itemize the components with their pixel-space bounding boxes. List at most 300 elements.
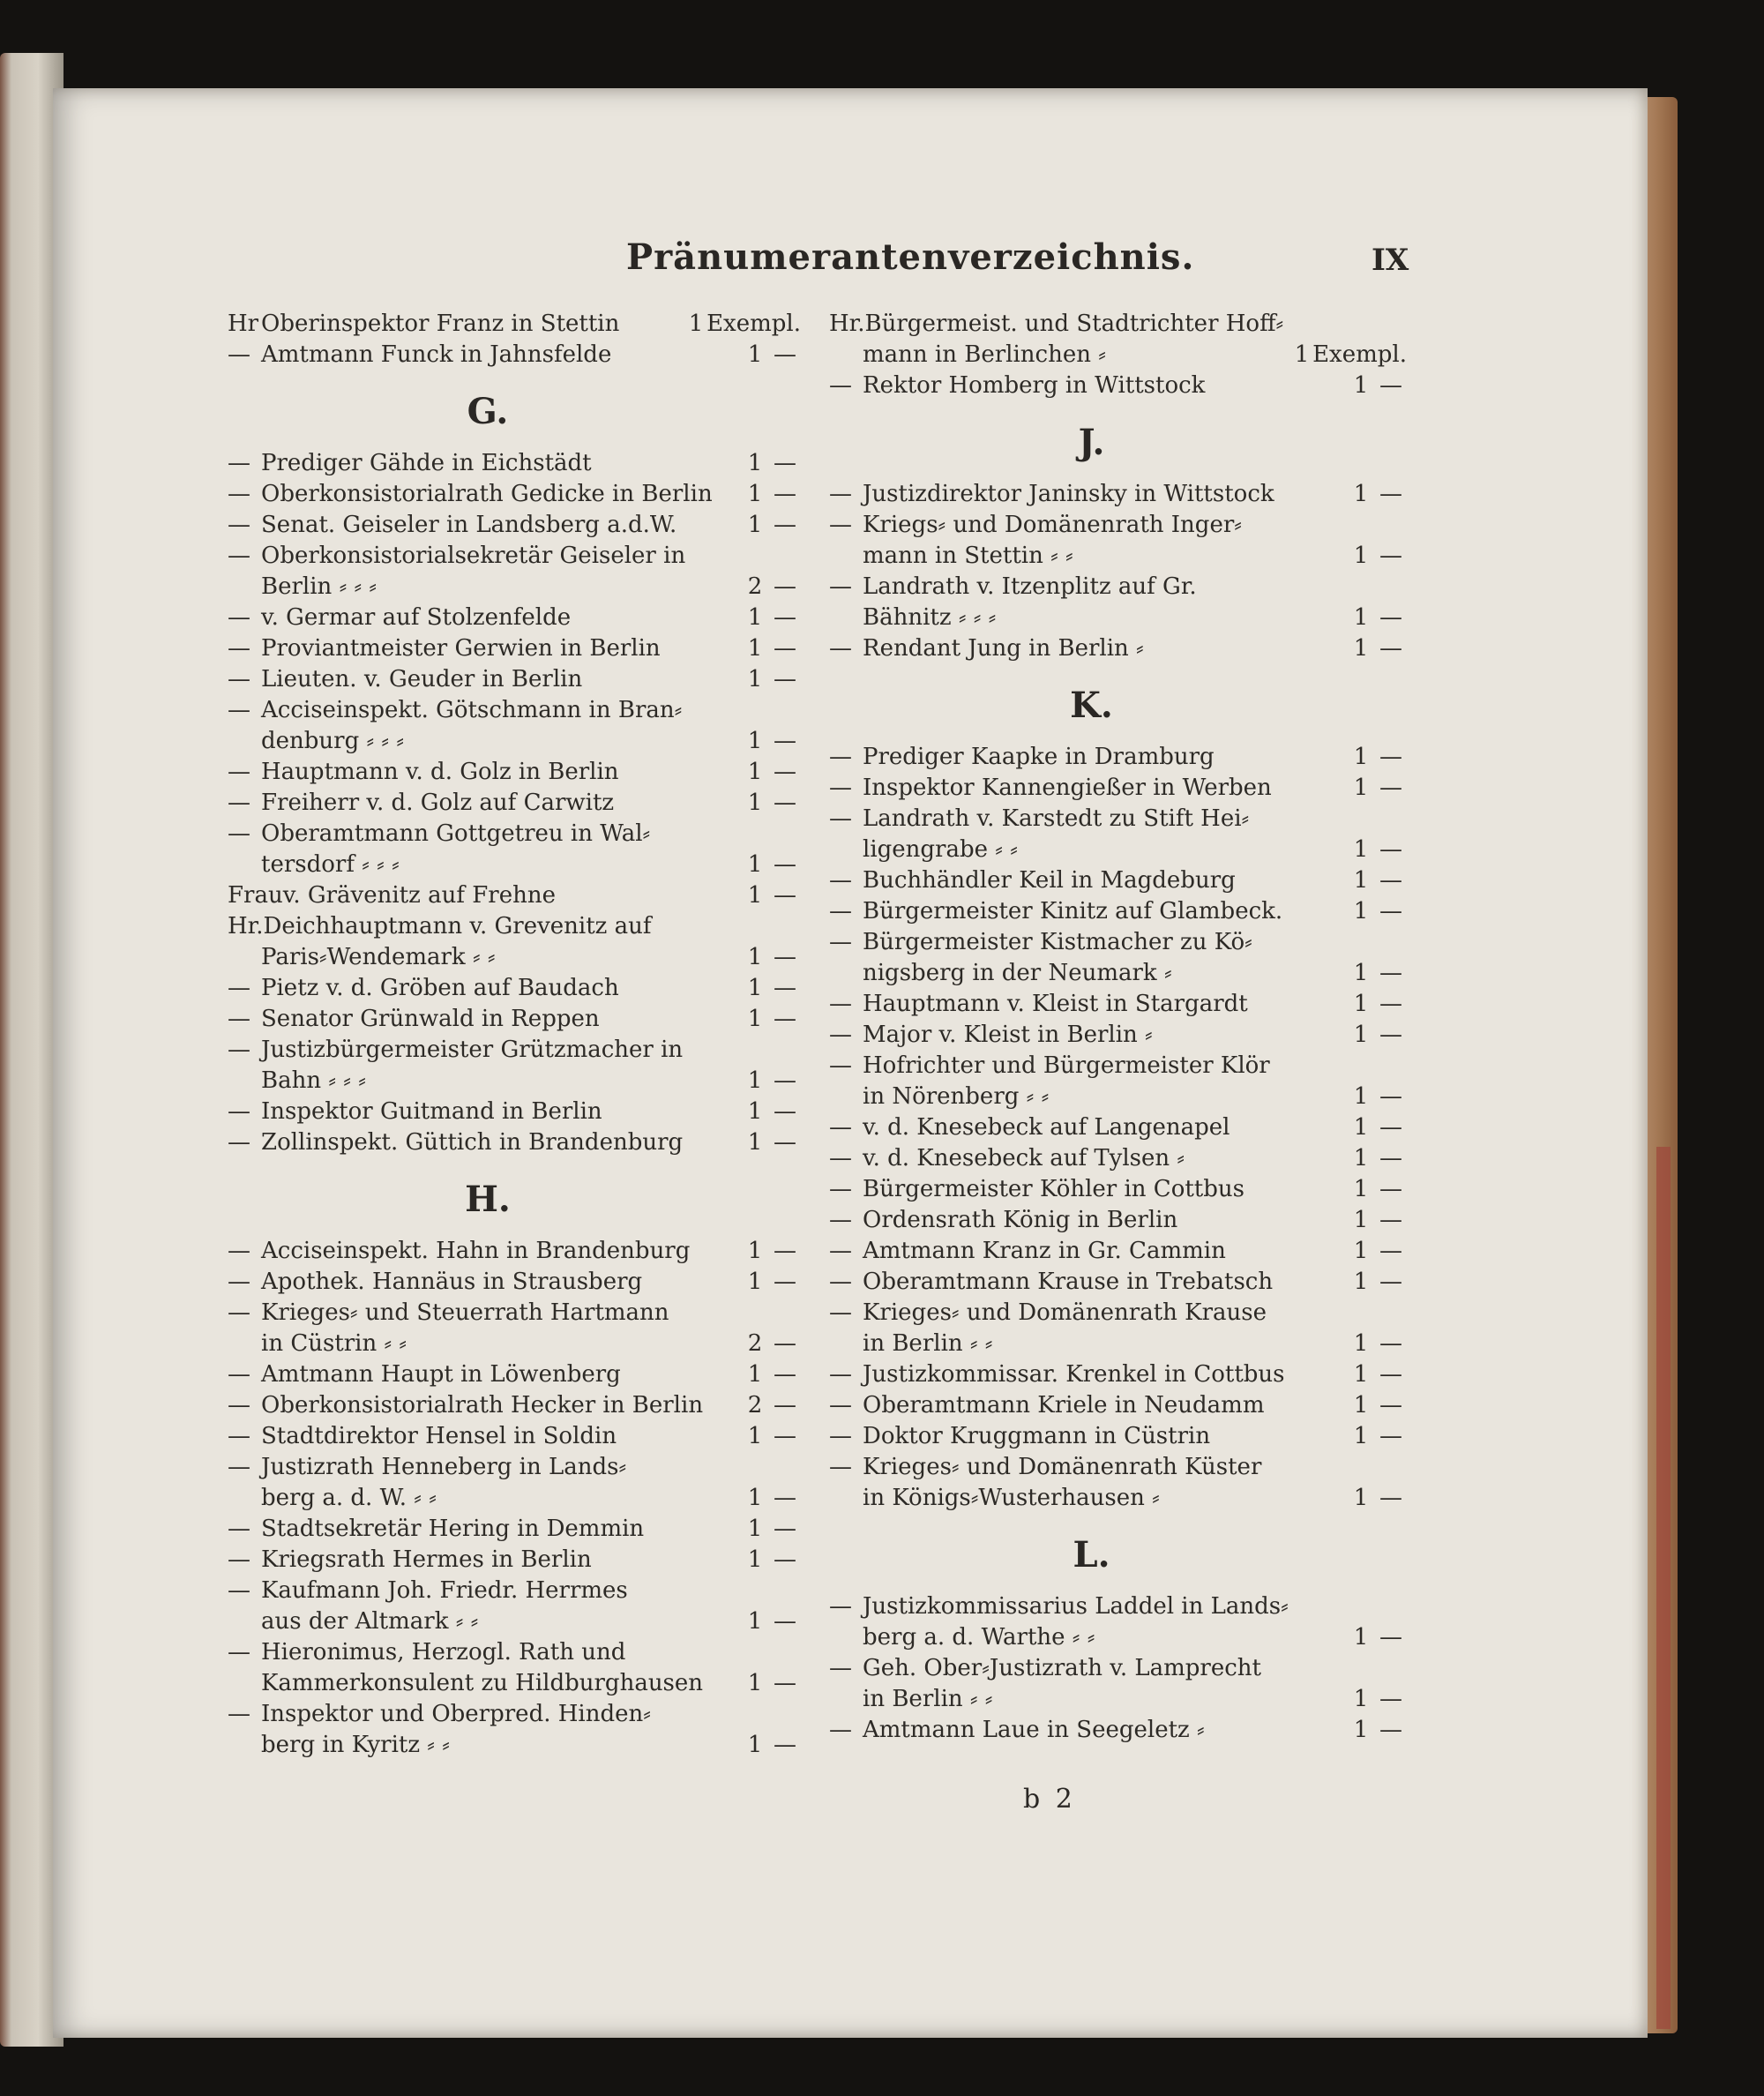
subscriber-entry	[228, 664, 801, 695]
copy-mark: —	[1379, 836, 1402, 863]
subscriber-entry	[829, 603, 1407, 633]
entry-prefix: Hr	[228, 311, 259, 337]
copy-count: 1	[747, 1608, 763, 1635]
section-letter: G.	[467, 391, 509, 432]
subscriber-entry	[228, 448, 801, 479]
entry-text: Amtmann Funck in Jahnsfelde	[261, 341, 612, 368]
entry-text: in Cüstrin ⸗ ⸗	[261, 1330, 407, 1357]
entry-prefix: —	[829, 867, 852, 894]
subscriber-entry	[228, 1298, 801, 1329]
entry-prefix: —	[228, 341, 250, 368]
entry-text: Paris⸗Wendemark ⸗ ⸗	[261, 944, 496, 970]
subscriber-entry	[829, 1622, 1407, 1653]
copy-count: 1	[747, 1361, 763, 1388]
subscriber-entry	[228, 1483, 801, 1514]
subscriber-entry	[829, 340, 1407, 371]
entry-text: Inspektor Guitmand in Berlin	[261, 1098, 602, 1125]
copy-count: 1	[747, 851, 763, 878]
copy-mark: —	[774, 1516, 796, 1542]
copy-mark: —	[1379, 1022, 1402, 1048]
entry-prefix: —	[829, 635, 852, 662]
entry-prefix: —	[228, 790, 250, 816]
entry-text: berg in Kyritz ⸗ ⸗	[261, 1732, 450, 1758]
subscriber-entry	[228, 1097, 801, 1127]
subscriber-entry	[829, 541, 1407, 572]
copy-mark: —	[1379, 1361, 1402, 1388]
entry-prefix: Hr.	[829, 311, 865, 337]
copy-count: 1	[747, 1006, 763, 1032]
entry-text: Senat. Geiseler in Landsberg a.d.W.	[261, 512, 677, 538]
copy-mark: —	[774, 604, 796, 631]
copy-count: 1	[747, 759, 763, 785]
entry-text: Hieronimus, Herzogl. Rath und	[261, 1639, 626, 1666]
left-column	[228, 309, 801, 1761]
copy-mark: —	[774, 790, 796, 816]
entry-text: Doktor Kruggmann in Cüstrin	[863, 1423, 1211, 1449]
entry-prefix: —	[829, 1052, 852, 1079]
subscriber-entry	[228, 695, 801, 726]
copy-count: 1	[1353, 1392, 1369, 1419]
copy-count: 2	[747, 1330, 763, 1357]
signature-mark: b 2	[1023, 1784, 1076, 1815]
entry-text: Hauptmann v. Kleist in Stargardt	[863, 991, 1248, 1017]
entry-prefix: —	[228, 1577, 250, 1604]
entry-text: v. d. Knesebeck auf Tylsen ⸗	[863, 1145, 1185, 1172]
entry-text: Justizkommissar. Krenkel in Cottbus	[863, 1361, 1285, 1388]
subscriber-entry	[829, 1143, 1407, 1174]
subscriber-entry	[829, 1112, 1407, 1143]
copy-mark: —	[1379, 867, 1402, 894]
entry-text: Oberamtmann Gottgetreu in Wal⸗	[261, 820, 651, 847]
copy-count: 1	[747, 1067, 763, 1094]
subscriber-entry	[829, 1390, 1407, 1421]
copy-count: 1	[747, 604, 763, 631]
subscriber-entry	[829, 1359, 1407, 1390]
copy-mark: —	[1379, 1176, 1402, 1202]
entry-text: Bürgermeister Kistmacher zu Kö⸗	[863, 929, 1252, 955]
copy-count: 1	[747, 512, 763, 538]
copy-mark: —	[774, 1670, 796, 1696]
subscriber-entry	[829, 835, 1407, 865]
entry-prefix: —	[228, 1701, 250, 1727]
entry-text: Inspektor Kannengießer in Werben	[863, 775, 1272, 801]
copy-mark: —	[1379, 744, 1402, 770]
copy-mark: —	[1379, 1145, 1402, 1172]
copy-count: 1	[747, 1485, 763, 1511]
entry-text: Bahn ⸗ ⸗ ⸗	[261, 1067, 366, 1094]
entry-text: Krieges⸗ und Domänenrath Küster	[863, 1454, 1262, 1480]
copy-mark: —	[774, 975, 796, 1001]
entry-text: Hauptmann v. d. Golz in Berlin	[261, 759, 619, 785]
entry-text: Bürgermeister Köhler in Cottbus	[863, 1176, 1245, 1202]
subscriber-entry	[228, 1421, 801, 1452]
entry-text: Proviantmeister Gerwien in Berlin	[261, 635, 661, 662]
copy-count: 1	[1353, 1330, 1369, 1357]
copy-count: 1	[1353, 604, 1369, 631]
entry-prefix: —	[228, 1423, 250, 1449]
copy-mark: —	[1379, 1423, 1402, 1449]
subscriber-entry	[829, 742, 1407, 773]
entry-text: Krieges⸗ und Steuerrath Hartmann	[261, 1299, 669, 1326]
entry-text: Freiherr v. d. Golz auf Carwitz	[261, 790, 615, 816]
entry-text: in Berlin ⸗ ⸗	[863, 1686, 993, 1712]
subscriber-entry	[228, 1035, 801, 1066]
subscriber-entry	[829, 1051, 1407, 1082]
entry-text: Kammerkonsulent zu Hildburghausen	[261, 1670, 704, 1696]
copy-mark: —	[1379, 1083, 1402, 1110]
entry-text: Senator Grünwald in Reppen	[261, 1006, 600, 1032]
entry-prefix: —	[829, 1114, 852, 1141]
entry-text: Justizkommissarius Laddel in Lands⸗	[863, 1593, 1289, 1620]
copy-mark: —	[1379, 1114, 1402, 1141]
entry-prefix: —	[829, 481, 852, 507]
copy-count: 1	[1353, 960, 1369, 986]
subscriber-entry	[829, 1174, 1407, 1205]
section-letter: K.	[1070, 685, 1113, 726]
subscriber-entry	[829, 1082, 1407, 1112]
entry-text: Kaufmann Joh. Friedr. Herrmes	[261, 1577, 628, 1604]
copy-mark: —	[1379, 1686, 1402, 1712]
subscriber-entry	[228, 757, 801, 788]
entry-text: Bähnitz ⸗ ⸗ ⸗	[863, 604, 997, 631]
entry-text: Berlin ⸗ ⸗ ⸗	[261, 573, 377, 600]
entry-text: Oberkonsistorialsekretär Geiseler in	[261, 543, 686, 569]
subscriber-entry	[829, 572, 1407, 603]
subscriber-entry	[829, 927, 1407, 958]
copy-mark: —	[774, 1330, 796, 1357]
entry-text: Oberkonsistorialrath Gedicke in Berlin	[261, 481, 713, 507]
copy-mark: —	[1379, 543, 1402, 569]
copy-mark: —	[1379, 481, 1402, 507]
copy-count: 1	[1353, 1624, 1369, 1651]
subscriber-entry	[228, 1127, 801, 1158]
copy-count: 1	[688, 311, 704, 337]
entry-prefix: —	[829, 1423, 852, 1449]
page-title: Pränumerantenverzeichnis.	[626, 236, 1195, 278]
copy-mark: —	[1379, 960, 1402, 986]
copy-count: 2	[747, 573, 763, 600]
copy-count: 1	[1353, 1207, 1369, 1233]
entry-prefix: —	[829, 805, 852, 832]
entry-text: tersdorf ⸗ ⸗ ⸗	[261, 851, 400, 878]
entry-text: berg a. d. W. ⸗ ⸗	[261, 1485, 437, 1511]
entry-prefix: —	[228, 543, 250, 569]
entry-prefix: —	[829, 1454, 852, 1480]
subscriber-entry	[228, 880, 801, 911]
entry-text: Oberamtmann Krause in Trebatsch	[863, 1269, 1274, 1295]
copy-count: 1	[747, 790, 763, 816]
entry-text: Landrath v. Karstedt zu Stift Hei⸗	[863, 805, 1250, 832]
copy-count: 1	[747, 1516, 763, 1542]
copy-count: 1	[1353, 867, 1369, 894]
copy-mark: —	[1379, 898, 1402, 924]
entry-text: Kriegs⸗ und Domänenrath Inger⸗	[863, 512, 1242, 538]
copy-count: 1	[747, 975, 763, 1001]
copy-mark: —	[774, 481, 796, 507]
entry-text: Oberkonsistorialrath Hecker in Berlin	[261, 1392, 704, 1419]
subscriber-entry	[228, 1267, 801, 1298]
entry-text: Buchhändler Keil in Magdeburg	[863, 867, 1236, 894]
copy-count: 1	[1353, 1686, 1369, 1712]
entry-text: Stadtdirektor Hensel in Soldin	[261, 1423, 617, 1449]
entry-prefix: —	[829, 991, 852, 1017]
copy-count: 1	[1353, 1238, 1369, 1264]
copy-mark: —	[1379, 1238, 1402, 1264]
section-letter: H.	[465, 1179, 511, 1220]
subscriber-entry	[228, 1236, 801, 1267]
entry-prefix: —	[829, 1717, 852, 1743]
subscriber-entry	[228, 1730, 801, 1761]
subscriber-entry	[228, 1668, 801, 1699]
entry-prefix: —	[228, 1098, 250, 1125]
copy-count: 1	[747, 481, 763, 507]
copy-mark: —	[774, 1608, 796, 1635]
copy-count: 1	[1353, 1145, 1369, 1172]
copy-mark: —	[1379, 1207, 1402, 1233]
copy-count: 1	[1353, 991, 1369, 1017]
copy-mark: —	[774, 1392, 796, 1419]
copy-count: 1	[747, 1732, 763, 1758]
entry-text: berg a. d. Warthe ⸗ ⸗	[863, 1624, 1095, 1651]
subscriber-entry	[228, 1699, 801, 1730]
copy-mark: —	[774, 728, 796, 754]
copy-count: 1	[1353, 1269, 1369, 1295]
copy-count: 1	[747, 1269, 763, 1295]
copy-count: 1	[1353, 1114, 1369, 1141]
copy-count: 1	[1353, 1176, 1369, 1202]
copy-count: 1	[747, 728, 763, 754]
entry-prefix: —	[228, 759, 250, 785]
subscriber-entry	[829, 1205, 1407, 1236]
entry-prefix: —	[829, 1593, 852, 1620]
copy-mark: —	[774, 450, 796, 476]
entry-text: Apothek. Hannäus in Strausberg	[261, 1269, 643, 1295]
section-letter: J.	[1078, 422, 1105, 463]
copy-count: 1	[1353, 775, 1369, 801]
entry-text: v. d. Knesebeck auf Langenapel	[863, 1114, 1230, 1141]
subscriber-entry	[829, 1329, 1407, 1359]
subscriber-entry	[228, 973, 801, 1004]
entry-prefix: —	[228, 666, 250, 692]
entry-text: Rendant Jung in Berlin ⸗	[863, 635, 1144, 662]
subscriber-entry	[228, 1545, 801, 1576]
entry-text: Justizbürgermeister Grützmacher in	[261, 1037, 684, 1063]
subscriber-entry	[228, 603, 801, 633]
subscriber-entry	[228, 911, 801, 942]
copy-mark: —	[774, 1098, 796, 1125]
entry-prefix: —	[829, 744, 852, 770]
subscriber-entry	[829, 1298, 1407, 1329]
entry-prefix: —	[228, 450, 250, 476]
subscriber-entry	[829, 1020, 1407, 1051]
entry-prefix: —	[829, 1238, 852, 1264]
entry-text: Inspektor und Oberpred. Hinden⸗	[261, 1701, 651, 1727]
entry-prefix: —	[228, 512, 250, 538]
copy-mark: —	[774, 635, 796, 662]
entry-text: Deichhauptmann v. Grevenitz auf	[263, 913, 652, 939]
entry-text: Amtmann Kranz in Gr. Cammin	[863, 1238, 1226, 1264]
subscriber-entry	[228, 1514, 801, 1545]
copy-mark: —	[774, 1129, 796, 1156]
subscriber-entry	[228, 1066, 801, 1097]
entry-text: Stadtsekretär Hering in Demmin	[261, 1516, 645, 1542]
entry-text: ligengrabe ⸗ ⸗	[863, 836, 1018, 863]
subscriber-entry	[829, 1591, 1407, 1622]
copy-mark: —	[774, 666, 796, 692]
entry-prefix: —	[829, 512, 852, 538]
entry-prefix: —	[228, 1129, 250, 1156]
entry-text: Acciseinspekt. Hahn in Brandenburg	[261, 1238, 691, 1264]
subscriber-entry	[829, 479, 1407, 510]
entry-prefix: —	[228, 481, 250, 507]
subscriber-entry	[829, 989, 1407, 1020]
subscriber-entry	[228, 1576, 801, 1606]
entry-text: Hofrichter und Bürgermeister Klör	[863, 1052, 1270, 1079]
subscriber-entry	[228, 633, 801, 664]
subscriber-entry	[829, 309, 1407, 340]
subscriber-entry	[228, 1637, 801, 1668]
subscriber-entry	[228, 1452, 801, 1483]
entry-prefix: —	[228, 635, 250, 662]
copy-mark: —	[1379, 372, 1402, 399]
entry-text: Landrath v. Itzenplitz auf Gr.	[863, 573, 1197, 600]
entry-prefix: —	[829, 898, 852, 924]
copy-mark: —	[774, 341, 796, 368]
copy-count: 1	[747, 1670, 763, 1696]
subscriber-entry	[829, 1267, 1407, 1298]
subscriber-entry	[228, 726, 801, 757]
copy-count: 1	[747, 666, 763, 692]
entry-prefix: —	[228, 1516, 250, 1542]
copy-mark: —	[774, 759, 796, 785]
subscriber-entry	[829, 958, 1407, 989]
subscriber-entry	[829, 1684, 1407, 1715]
entry-prefix: —	[228, 697, 250, 723]
entry-text: Acciseinspekt. Götschmann in Bran⸗	[261, 697, 683, 723]
copy-mark: —	[774, 851, 796, 878]
entry-text: Justizdirektor Janinsky in Wittstock	[863, 481, 1274, 507]
copy-count: 1	[747, 1129, 763, 1156]
copy-count: 1	[747, 341, 763, 368]
copy-count: 1	[747, 1238, 763, 1264]
entry-text: Oberamtmann Kriele in Neudamm	[863, 1392, 1265, 1419]
subscriber-entry	[829, 804, 1407, 835]
copy-mark: —	[774, 1732, 796, 1758]
copy-mark: —	[774, 1269, 796, 1295]
subscriber-entry	[829, 1715, 1407, 1746]
entry-text: aus der Altmark ⸗ ⸗	[261, 1608, 479, 1635]
copy-count: 1	[1353, 1717, 1369, 1743]
entry-prefix: —	[829, 573, 852, 600]
copy-count: 1	[1294, 341, 1310, 368]
subscriber-entry	[228, 1329, 801, 1359]
entry-text: Prediger Gähde in Eichstädt	[261, 450, 592, 476]
entry-prefix: —	[228, 1392, 250, 1419]
entry-prefix: —	[228, 1299, 250, 1326]
entry-prefix: —	[829, 1022, 852, 1048]
entry-text: in Berlin ⸗ ⸗	[863, 1330, 993, 1357]
copy-count: 1	[747, 882, 763, 909]
entry-text: mann in Stettin ⸗ ⸗	[863, 543, 1073, 569]
entry-prefix: —	[228, 1454, 250, 1480]
subscriber-entry	[228, 309, 801, 340]
copy-mark: —	[1379, 604, 1402, 631]
copy-count: 1	[747, 1423, 763, 1449]
entry-prefix: —	[829, 372, 852, 399]
entry-prefix: —	[228, 604, 250, 631]
copy-count: 1	[747, 450, 763, 476]
entry-text: Oberinspektor Franz in Stettin	[261, 311, 620, 337]
copy-mark: —	[774, 944, 796, 970]
entry-prefix: Hr.	[228, 913, 264, 939]
copy-mark: —	[774, 573, 796, 600]
subscriber-entry	[228, 572, 801, 603]
subscriber-entry	[829, 371, 1407, 401]
subscriber-entry	[829, 1452, 1407, 1483]
subscriber-entry	[228, 510, 801, 541]
copy-mark: —	[1379, 1269, 1402, 1295]
entry-text: Rektor Homberg in Wittstock	[863, 372, 1206, 399]
entry-prefix: —	[829, 1655, 852, 1681]
entry-text: Major v. Kleist in Berlin ⸗	[863, 1022, 1153, 1048]
entry-prefix: —	[829, 1361, 852, 1388]
copy-mark: —	[774, 1485, 796, 1511]
subscriber-entry	[228, 541, 801, 572]
entry-text: Bürgermeister Kinitz auf Glambeck.	[863, 898, 1283, 924]
entry-text: denburg ⸗ ⸗ ⸗	[261, 728, 405, 754]
entry-prefix: —	[829, 1176, 852, 1202]
subscriber-entry	[829, 1421, 1407, 1452]
copy-mark: —	[1379, 635, 1402, 662]
entry-prefix: —	[228, 975, 250, 1001]
entry-prefix: —	[228, 1269, 250, 1295]
entry-text: v. Germar auf Stolzenfelde	[261, 604, 572, 631]
entry-prefix: —	[228, 1006, 250, 1032]
copy-count: 1	[1353, 372, 1369, 399]
copy-count: 1	[747, 1546, 763, 1573]
entry-text: nigsberg in der Neumark ⸗	[863, 960, 1172, 986]
entry-text: Lieuten. v. Geuder in Berlin	[261, 666, 583, 692]
entry-text: in Königs⸗Wusterhausen ⸗	[863, 1485, 1160, 1511]
copy-mark: —	[774, 1238, 796, 1264]
entry-text: Krieges⸗ und Domänenrath Krause	[863, 1299, 1267, 1326]
entry-prefix: —	[829, 1207, 852, 1233]
copy-mark: —	[1379, 1717, 1402, 1743]
entry-text: Justizrath Henneberg in Lands⸗	[261, 1454, 627, 1480]
copy-count: 1	[1353, 481, 1369, 507]
subscriber-entry	[228, 340, 801, 371]
subscriber-entry	[829, 773, 1407, 804]
copy-mark: —	[1379, 1485, 1402, 1511]
subscriber-entry	[228, 1004, 801, 1035]
copy-count: 1	[747, 944, 763, 970]
entry-prefix: —	[228, 1037, 250, 1063]
copy-mark: —	[774, 1067, 796, 1094]
entry-prefix: —	[829, 1145, 852, 1172]
entry-text: Amtmann Laue in Seegeletz ⸗	[863, 1717, 1205, 1743]
book-cover-edge	[1656, 1147, 1671, 2029]
entry-text: Zollinspekt. Güttich in Brandenburg	[261, 1129, 684, 1156]
entry-prefix: —	[228, 1546, 250, 1573]
entry-text: Kriegsrath Hermes in Berlin	[261, 1546, 592, 1573]
copy-count: 1	[1353, 836, 1369, 863]
subscriber-entry	[228, 942, 801, 973]
entry-text: in Nörenberg ⸗ ⸗	[863, 1083, 1050, 1110]
subscriber-entry	[829, 510, 1407, 541]
copy-mark: —	[1379, 1624, 1402, 1651]
subscriber-entry	[829, 896, 1407, 927]
copy-count: 1	[747, 1098, 763, 1125]
